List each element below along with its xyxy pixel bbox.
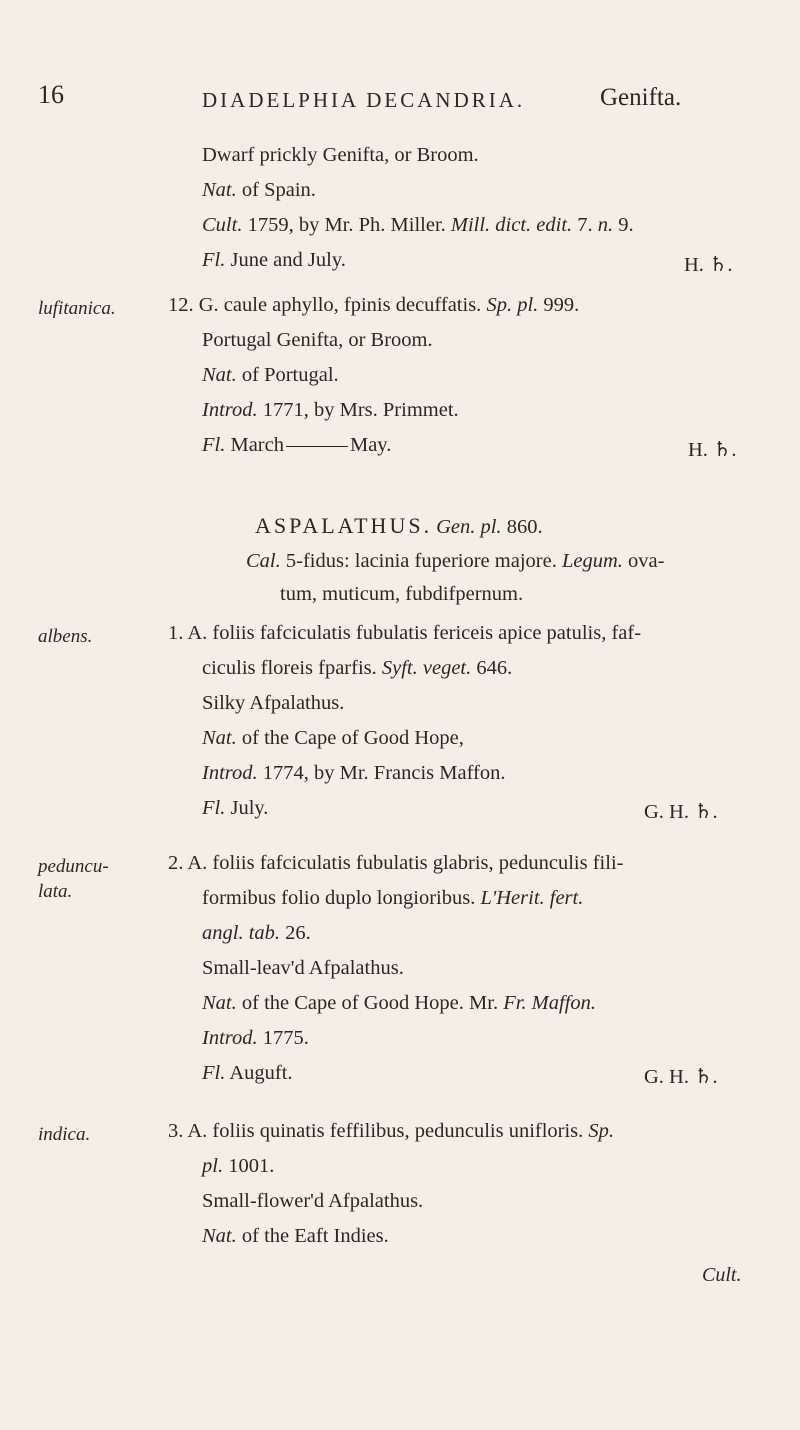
entry-line: tum, muticum, fubdifpernum. — [280, 583, 524, 605]
species-name: lufitanica. — [38, 298, 116, 319]
genus-heading: ASPALATHUS. — [255, 513, 433, 538]
species-name: albens. — [38, 626, 93, 647]
entry-line: Small-leav'd Afpalathus. — [202, 957, 404, 979]
entry-line: 3. A. foliis quinatis feffilibus, pedunculis unifloris. Sp. — [168, 1120, 615, 1142]
habit-symbol: G. H. ♄. — [644, 1066, 718, 1088]
entry-line: Silky Afpalathus. — [202, 692, 345, 714]
entry-line: angl. tab. 26. — [202, 922, 311, 944]
species-name: indica. — [38, 1124, 91, 1145]
genus-reference: Gen. pl. 860. — [436, 516, 543, 538]
entry-line: pl. 1001. — [202, 1155, 275, 1177]
entry-line: Cal. 5-fidus: lacinia fuperiore majore. Legum. ova- — [246, 550, 665, 572]
habit-symbol: H. ♄. — [684, 254, 733, 276]
entry-line: 2. A. foliis fafciculatis fubulatis glabris, pedunculis fili- — [168, 852, 624, 874]
entry-line: Cult. 1759, by Mr. Ph. Miller. Mill. dict. edit. 7. n. 9. — [202, 214, 634, 236]
catchword: Cult. — [702, 1264, 742, 1286]
entry-line: Introd. 1775. — [202, 1027, 309, 1049]
entry-line: Introd. 1771, by Mrs. Primmet. — [202, 399, 459, 421]
entry-line: Fl. Auguft. — [202, 1062, 293, 1084]
habit-symbol: H. ♄. — [688, 439, 737, 461]
entry-line: formibus folio duplo longioribus. L'Herit. fert. — [202, 887, 584, 909]
entry-line: Nat. of the Cape of Good Hope. Mr. Fr. Maffon. — [202, 992, 597, 1014]
running-genus: Genifta. — [600, 84, 682, 111]
entry-line: ciculis floreis fparfis. Syft. veget. 646. — [202, 657, 513, 679]
entry-line: Fl. June and July. — [202, 249, 346, 271]
entry-line: 12. G. caule aphyllo, fpinis decuffatis. Sp. pl. 999. — [168, 294, 580, 316]
entry-line: Fl. July. — [202, 797, 269, 819]
entry-line: Small-flower'd Afpalathus. — [202, 1190, 424, 1212]
entry-line: Dwarf prickly Genifta, or Broom. — [202, 144, 479, 166]
habit-symbol: G. H. ♄. — [644, 801, 718, 823]
species-name: peduncu- — [38, 856, 109, 877]
entry-line: Introd. 1774, by Mr. Francis Maffon. — [202, 762, 506, 784]
genus-heading-row — [255, 513, 543, 539]
species-name: lata. — [38, 881, 73, 902]
entry-line: 1. A. foliis fafciculatis fubulatis fericeis apice patulis, faf- — [168, 622, 642, 644]
entry-line: Nat. of the Cape of Good Hope, — [202, 727, 464, 749]
running-title: DIADELPHIA DECANDRIA. — [202, 88, 526, 112]
entry-line: Portugal Genifta, or Broom. — [202, 329, 433, 351]
entry-line: Nat. of the Eaft Indies. — [202, 1225, 389, 1247]
page-number: 16 — [38, 80, 64, 109]
entry-line: Fl. March May. — [202, 434, 392, 456]
entry-line: Nat. of Portugal. — [202, 364, 339, 386]
entry-line: Nat. of Spain. — [202, 179, 316, 201]
